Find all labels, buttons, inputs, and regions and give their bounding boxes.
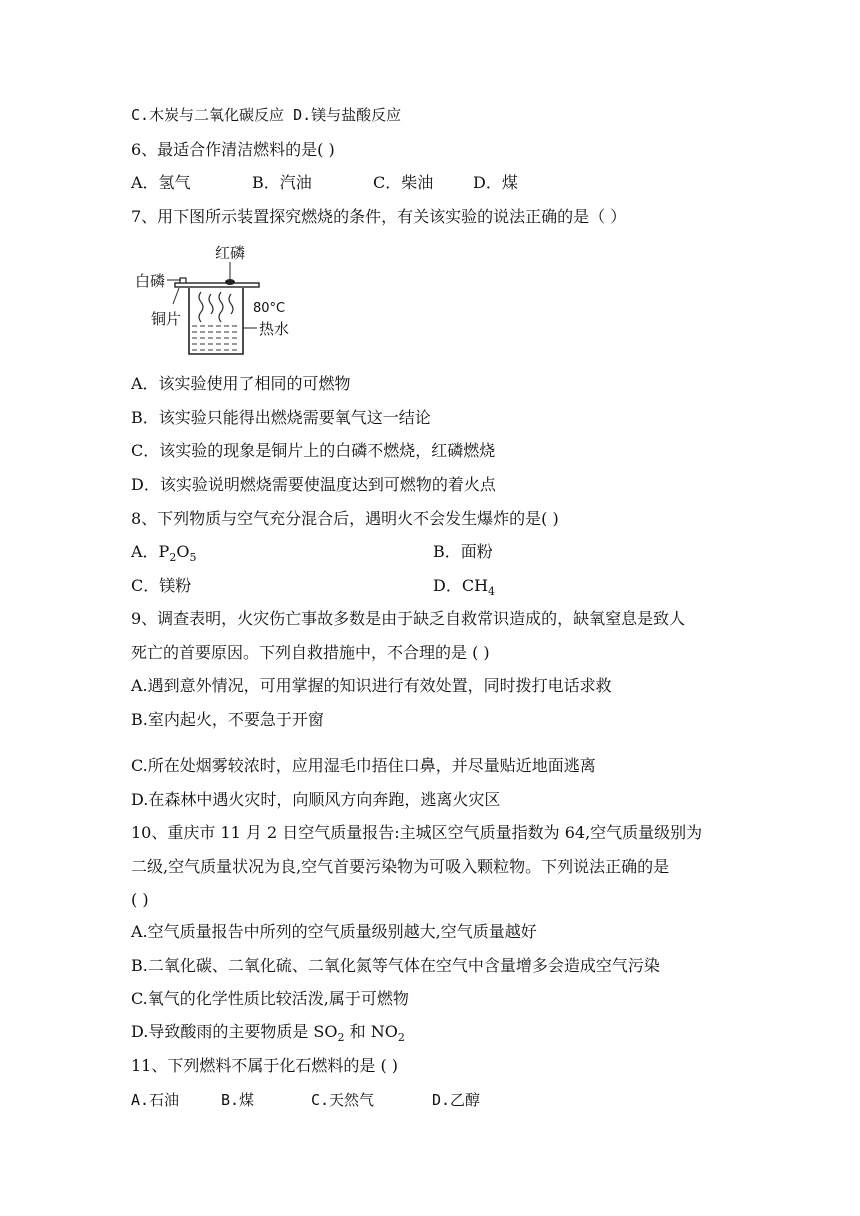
copper-sheet-label: 铜片 <box>151 310 182 328</box>
copper-sheet <box>175 283 259 287</box>
q8-option-a-sub1: 2 <box>169 551 177 565</box>
q9-option-c: C.所在处烟雾较浓时，应用湿毛巾捂住口鼻，并尽量贴近地面逃离 <box>131 756 596 775</box>
q8-option-a <box>131 541 493 569</box>
hot-water-label: 热水 <box>259 320 290 338</box>
q9-stem-line2: 死亡的首要原因。下列自救措施中，不合理的是 ( ) <box>131 643 490 662</box>
q10-stem-line3: ( ) <box>131 890 149 909</box>
q9-stem-line1: 9、调查表明，火灾伤亡事故多数是由于缺乏自救常识造成的，缺氧窒息是致人 <box>131 609 686 628</box>
q6-stem: 6、最适合作清洁燃料的是( ) <box>131 140 335 159</box>
q6-option-a: A．氢气 <box>131 173 191 192</box>
q10-option-d-sub1: 2 <box>337 1031 345 1045</box>
q11-stem: 11、下列燃料不属于化石燃料的是 ( ) <box>131 1056 399 1075</box>
q5-options-cd: C.木炭与二氧化碳反应 D.镁与盐酸反应 <box>131 106 402 124</box>
combustion-apparatus-figure <box>131 242 311 360</box>
q9-option-b: B.室内起火，不要急于开窗 <box>131 710 324 729</box>
q8-stem: 8、下列物质与空气充分混合后，遇明火不会发生爆炸的是( ) <box>131 509 559 528</box>
q7-option-a: A．该实验使用了相同的可燃物 <box>131 374 351 393</box>
q10-option-d-sub2: 2 <box>397 1031 405 1045</box>
q10-option-d-mid: 和 NO <box>344 1022 398 1041</box>
q11-option-a: A.石油 <box>131 1091 180 1109</box>
q11-option-d: D.乙醇 <box>432 1091 481 1109</box>
q10-option-b: B.二氧化碳、二氧化硫、二氧化氮等气体在空气中含量增多会造成空气污染 <box>131 956 660 975</box>
q6-option-d: D．煤 <box>473 173 518 192</box>
red-phosphorus <box>225 279 235 285</box>
q11-option-c: C.天然气 <box>311 1091 375 1109</box>
q10-option-c: C.氧气的化学性质比较活泼,属于可燃物 <box>131 989 409 1008</box>
q6-option-b: B．汽油 <box>252 173 312 192</box>
q10-stem-line1: 10、重庆市 11 月 2 日空气质量报告:主城区空气质量指数为 64,空气质量级别为 <box>131 823 703 842</box>
q11-option-b: B.煤 <box>221 1091 255 1109</box>
q8-option-a-mid: O <box>176 542 190 561</box>
q6-option-c: C．柴油 <box>373 173 434 192</box>
q8-option-d <box>433 575 495 603</box>
q10-stem-line2: 二级,空气质量状况为良,空气首要污染物为可吸入颗粒物。下列说法正确的是 <box>131 857 670 876</box>
q9-option-d: D.在森林中遇火灾时，向顺风方向奔跑，逃离火灾区 <box>131 790 501 809</box>
q7-option-c: C．该实验的现象是铜片上的白磷不燃烧，红磷燃烧 <box>131 441 496 460</box>
q10-option-a: A.空气质量报告中所列的空气质量级别越大,空气质量越好 <box>131 922 537 941</box>
q8-option-a-text: A．P <box>131 542 170 561</box>
q11-options <box>131 1089 480 1111</box>
q8-option-d-sub: 4 <box>488 585 496 599</box>
q8-option-d-text: D．CH <box>433 576 489 595</box>
q8-option-a-sub2: 5 <box>189 551 197 565</box>
q9-option-a: A.遇到意外情况，可用掌握的知识进行有效处置，同时拨打电话求救 <box>131 676 612 695</box>
q8-option-c: C．镁粉 <box>131 576 192 595</box>
q7-stem: 7、用下图所示装置探究燃烧的条件，有关该实验的说法正确的是（ ） <box>131 207 627 226</box>
q7-option-d: D．该实验说明燃烧需要使温度达到可燃物的着火点 <box>131 475 496 494</box>
q6-options <box>131 172 518 194</box>
q8-option-b: B．面粉 <box>433 542 493 561</box>
red-phosphorus-label: 红磷 <box>215 244 246 262</box>
q10-option-d-text: D.导致酸雨的主要物质是 SO <box>131 1022 338 1041</box>
temperature-label: 80°C <box>253 301 286 316</box>
hot-water-lines <box>192 326 240 350</box>
white-phosphorus-label: 白磷 <box>135 272 166 290</box>
q7-option-b: B．该实验只能得出燃烧需要氧气这一结论 <box>131 408 431 427</box>
q8-option-c-row <box>131 575 496 599</box>
heat-waves <box>199 292 233 322</box>
q10-option-d <box>131 1021 405 1049</box>
